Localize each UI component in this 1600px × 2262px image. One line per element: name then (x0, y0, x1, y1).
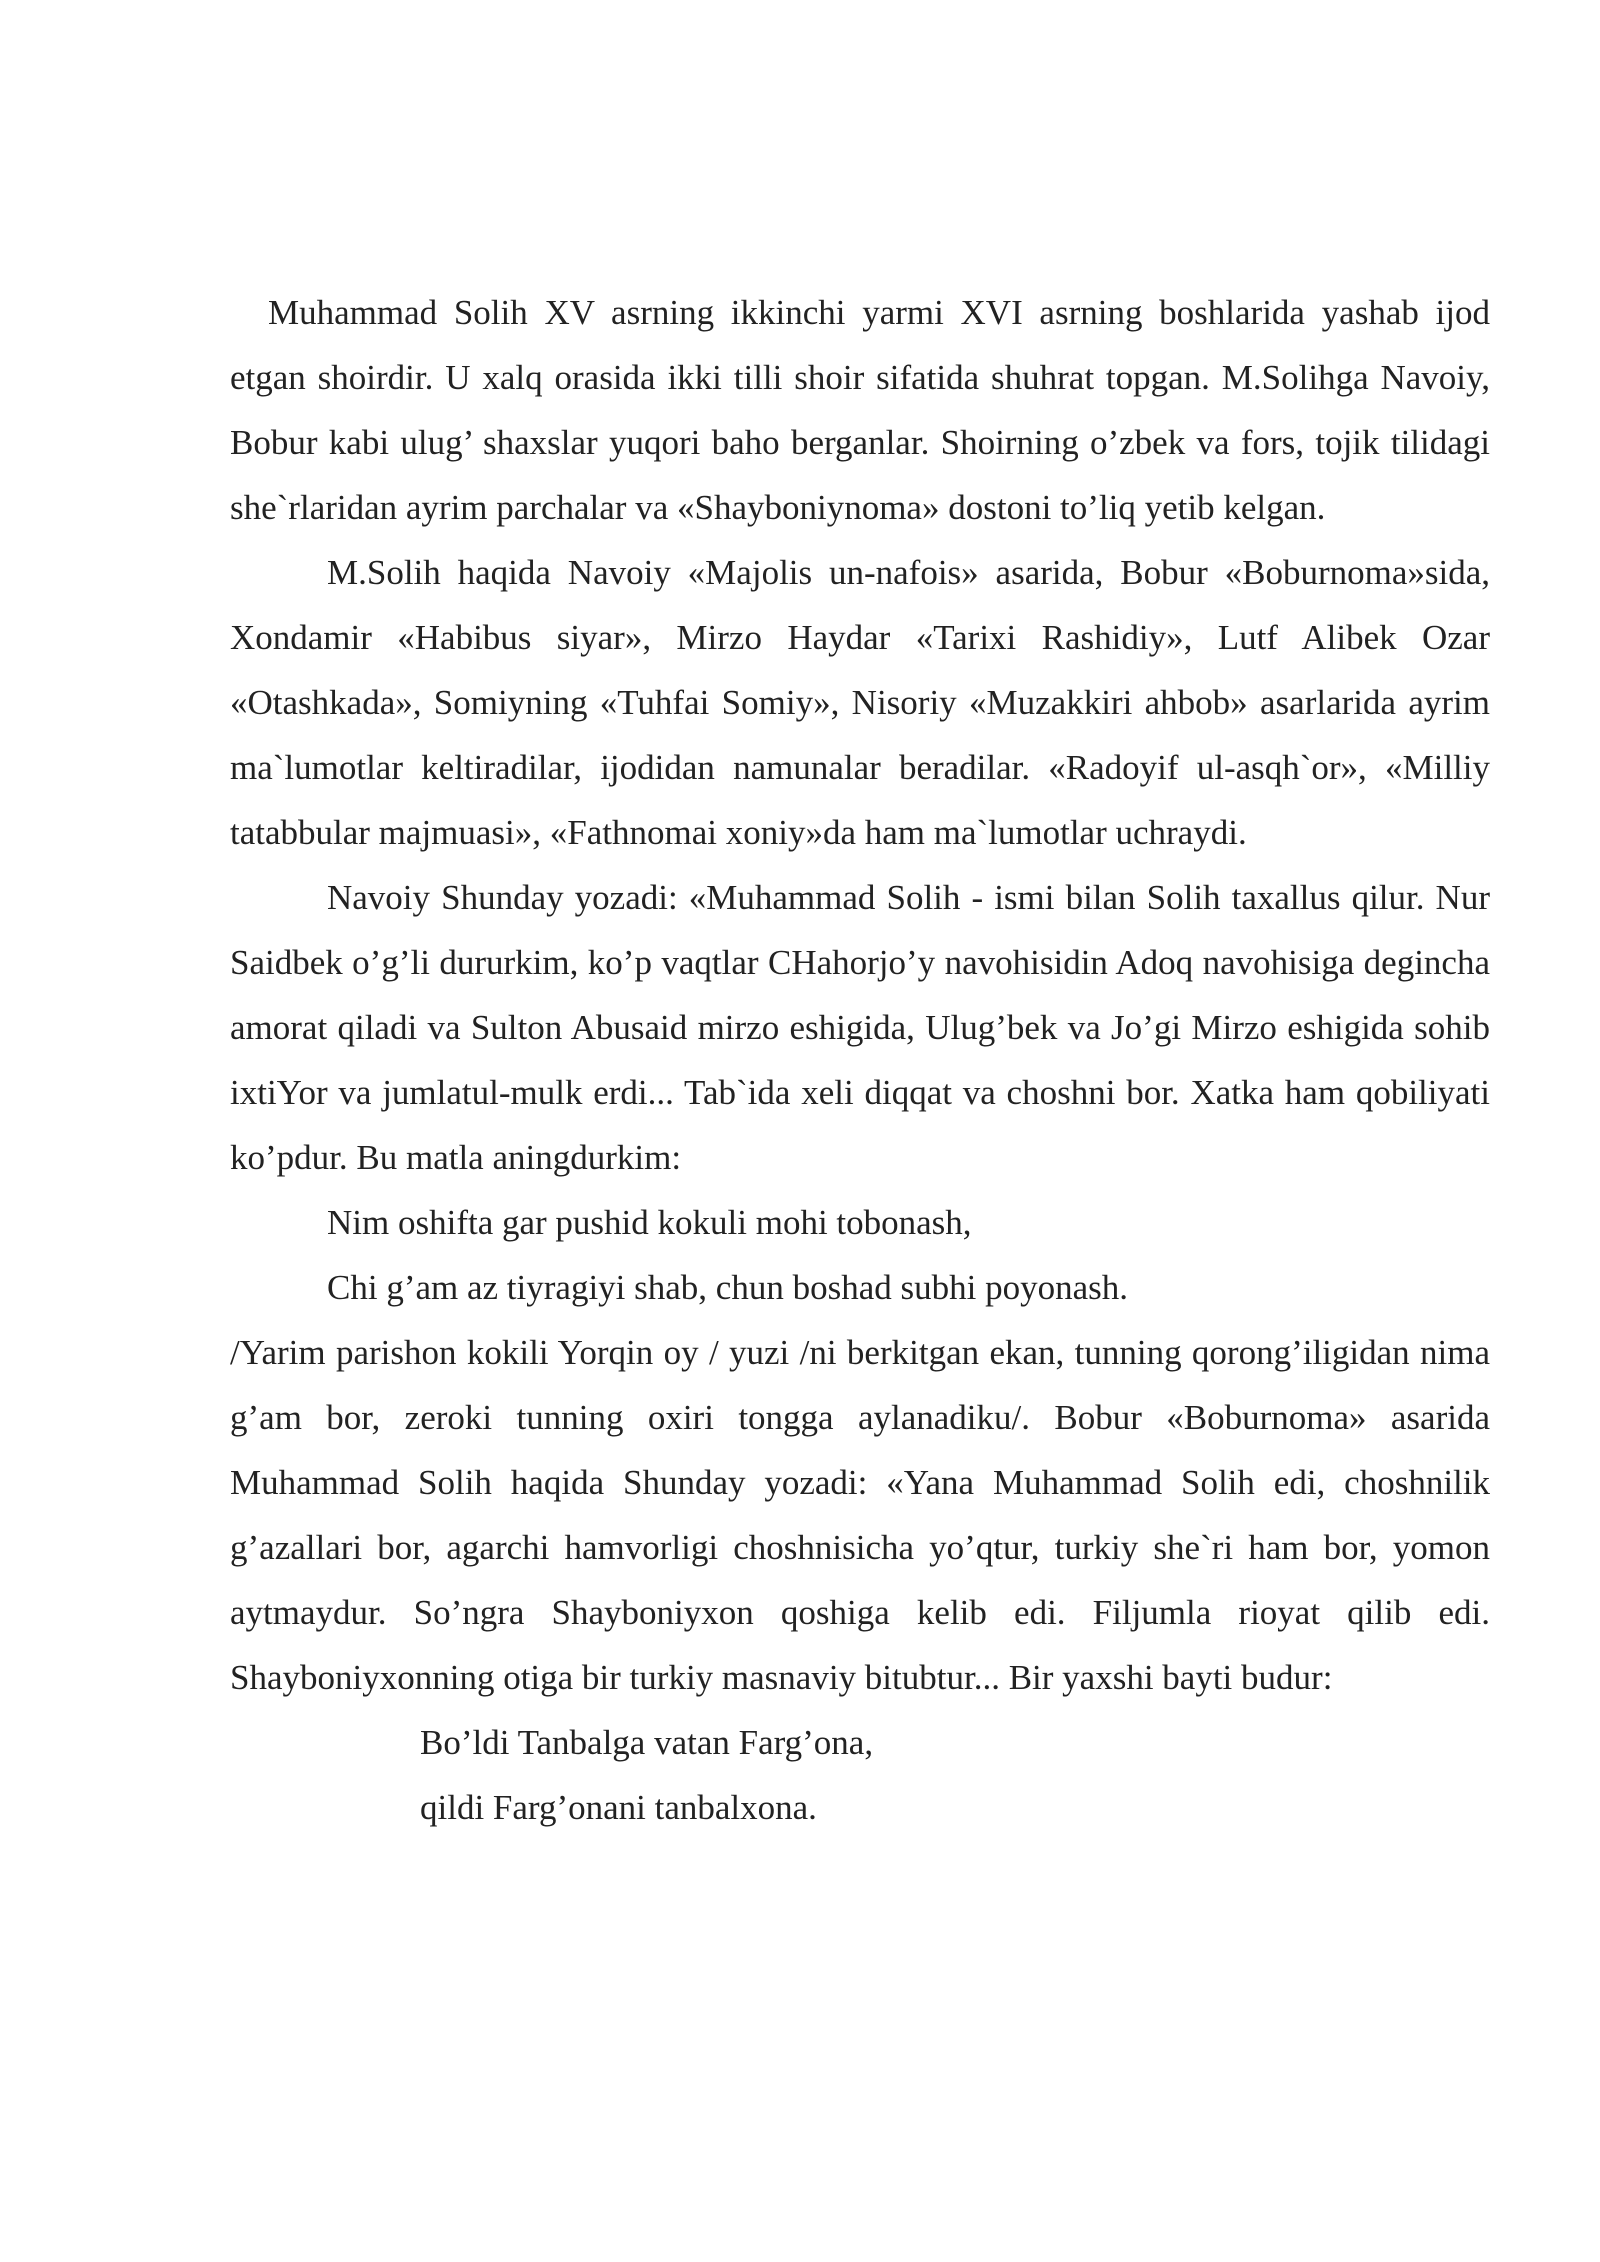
paragraph-translation-bobur: /Yarim parishon kokili Yorqin oy / yuzi /ni berkitgan ekan, tunning qorong’iligidan nima g’am bor, zeroki tunning oxiri tongga aylanadiku/. Bobur «Boburnoma» asarida Muhammad Solih haqida Shunday yozadi: «Yana Muhammad Solih edi, choshnilik g’azallari bor, agarchi hamvorligi choshnisicha yo’qtur, turkiy she`ri ham bor, yomon aytmaydur. So’ngra Shayboniyxon qoshiga kelib edi. Filjumla rioyat qilib edi. Shayboniyxonning otiga bir turkiy masnaviy bitubtur... Bir yaxshi bayti budur: (230, 1333, 1490, 1697)
document-body (230, 280, 1490, 1840)
paragraph-sources: M.Solih haqida Navoiy «Majolis un-nafois» asarida, Bobur «Boburnoma»sida, Xondamir «Habibus siyar», Mirzo Haydar «Tarixi Rashidiy», Lutf Alibek Ozar «Otashkada», Somiyning «Tuhfai Somiy», Nisoriy «Muzakkiri ahbob» asarlarida ayrim ma`lumotlar keltiradilar, ijodidan namunalar beradilar. «Radoyif ul-asqh`or», «Milliy tatabbular majmuasi», «Fathnomai xoniy»da ham ma`lumotlar uchraydi. (230, 553, 1490, 852)
bayt-line-1: Bo’ldi Tanbalga vatan Farg’ona, (420, 1723, 874, 1762)
paragraph-navoiy-quote: Navoiy Shunday yozadi: «Muhammad Solih - ismi bilan Solih taxallus qilur. Nur Saidbek o’g’li dururkim, ko’p vaqtlar CHahorjo’y navohisidin Adoq navohisiga degincha amorat qiladi va Sulton Abusaid mirzo eshigida, Ulug’bek va Jo’gi Mirzo eshigida sohib ixtiYor va jumlatul-mulk erdi... Tab`ida xeli diqqat va choshni bor. Xatka ham qobiliyati ko’pdur. Bu matla aningdurkim: (230, 878, 1490, 1177)
paragraph-intro: Muhammad Solih XV asrning ikkinchi yarmi XVI asrning boshlarida yashab ijod etgan shoirdir. U xalq orasida ikki tilli shoir sifatida shuhrat topgan. M.Solihga Navoiy, Bobur kabi ulug’ shaxslar yuqori baho berganlar. Shoirning o’zbek va fors, tojik tilidagi she`rlaridan ayrim parchalar va «Shayboniynoma» dostoni to’liq yetib kelgan. (230, 293, 1490, 527)
bayt-line-2: qildi Farg’onani tanbalxona. (420, 1788, 817, 1827)
verse-line-2: Chi g’am az tiyragiyi shab, chun boshad subhi poyonash. (327, 1268, 1128, 1307)
verse-line-1: Nim oshifta gar pushid kokuli mohi tobonash, (327, 1203, 972, 1242)
